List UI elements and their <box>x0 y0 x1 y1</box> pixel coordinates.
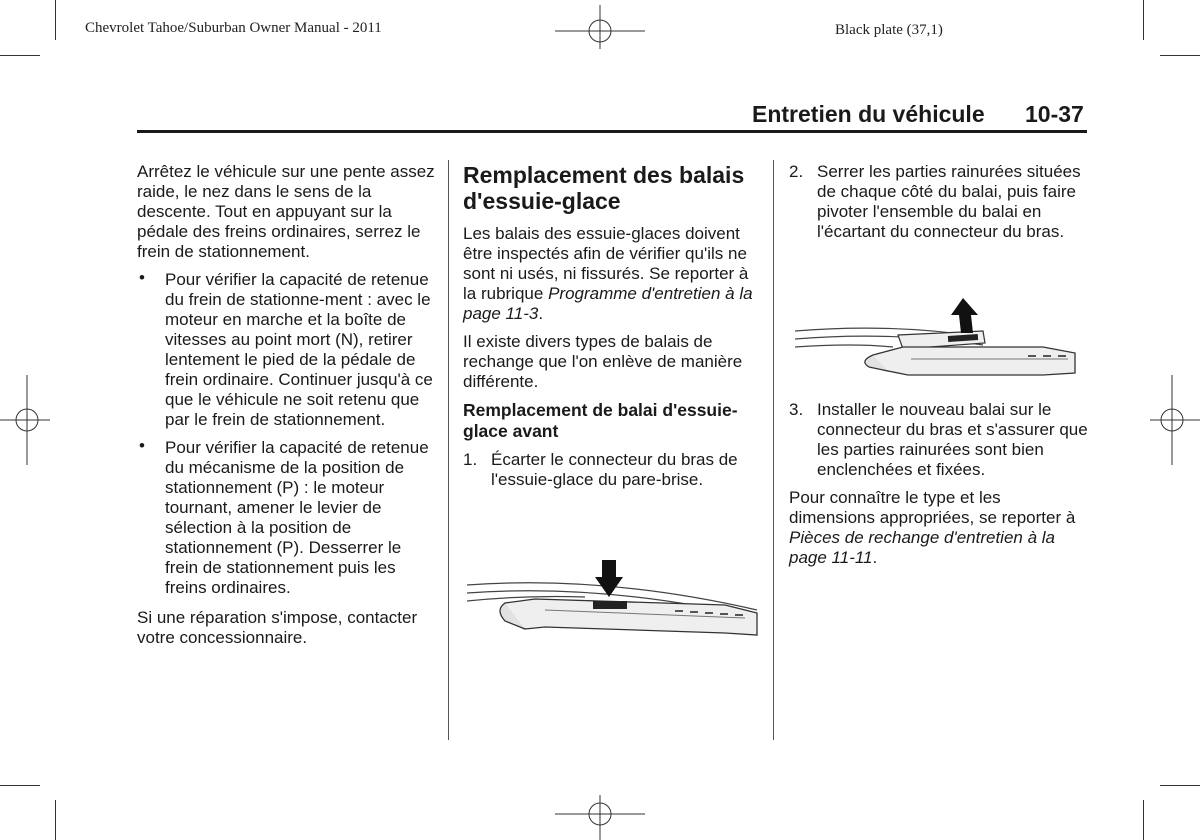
inspection-paragraph <box>463 224 763 324</box>
punctuation: . <box>872 548 878 567</box>
paragraph-text: Pour connaître le type et les dimensions appropriées, se reporter à <box>789 488 1076 527</box>
column-divider <box>773 160 774 740</box>
crop-mark <box>0 55 40 56</box>
plate-info: Black plate (37,1) <box>835 22 943 38</box>
header-rule <box>137 130 1087 133</box>
step-text: Installer le nouveau balai sur le connecteur du bras et s'assurer que les parties rainurées sont bien enclenchées et fixées. <box>817 400 1088 479</box>
bullet-icon: • <box>139 436 145 455</box>
registration-mark-bottom-icon <box>555 795 645 840</box>
left-column <box>137 162 437 656</box>
list-item <box>137 438 437 598</box>
crop-mark <box>55 0 56 40</box>
step-number: 2. <box>789 162 804 181</box>
step-text: Serrer les parties rainurées situées de chaque côté du balai, puis faire pivoter l'ensemble du balai en l'écartant du connecteur du bras. <box>817 162 1081 241</box>
column-divider <box>448 160 449 740</box>
bullet-text: Pour vérifier la capacité de retenue du frein de stationne-ment : avec le moteur en marche et la boîte de vitesses au point mort (N), retirer lentement le pied de la pédale de frein ordinaire. Continuer jusqu'à ce que le véhicule ne soit retenu que par le frein de stationnement. <box>165 270 433 429</box>
bullet-list <box>137 270 437 598</box>
crop-mark <box>1160 785 1200 786</box>
bullet-text: Pour vérifier la capacité de retenue du mécanisme de la position de stationnement (P) : le moteur tournant, amener le levier de sélection à la position de stationnement (P). Desserrer le frein de stationnement puis les freins ordinaires. <box>165 438 429 597</box>
types-paragraph: Il existe divers types de balais de rechange que l'on enlève de manière différente. <box>463 332 743 391</box>
up-arrow-icon <box>951 298 978 333</box>
wiper-blade-illustration-2 <box>793 295 1083 385</box>
step-number: 1. <box>463 450 478 469</box>
crop-mark <box>1143 800 1144 840</box>
section-heading: Remplacement des balais d'essuie-glace <box>463 162 745 214</box>
down-arrow-icon <box>595 560 623 597</box>
wiper-blade-illustration-1 <box>465 555 760 645</box>
step-number: 3. <box>789 400 804 419</box>
subsection-heading: Remplacement de balai d'essuie-glace avant <box>463 400 738 441</box>
step-item <box>463 450 763 490</box>
middle-column <box>463 162 763 498</box>
closing-paragraph <box>789 488 1089 568</box>
crop-mark <box>0 785 40 786</box>
step-text: Écarter le connecteur du bras de l'essuie-glace du pare-brise. <box>491 450 738 489</box>
bullet-icon: • <box>139 268 145 287</box>
registration-mark-right-icon <box>1150 375 1200 465</box>
registration-mark-top-icon <box>555 5 645 49</box>
section-title: Entretien du véhicule <box>752 101 985 127</box>
page-number: 10-37 <box>1025 101 1084 127</box>
list-item <box>137 270 437 430</box>
crop-mark <box>1160 55 1200 56</box>
crop-mark <box>1143 0 1144 40</box>
closing-paragraph: Si une réparation s'impose, contacter votre concessionnaire. <box>137 608 418 647</box>
paragraph-text: Les balais des essuie-glaces doivent être inspectés afin de vérifier qu'ils ne sont ni usés, ni fissurés. Se reporter à la rubrique <box>463 224 749 303</box>
step-item <box>789 162 1089 242</box>
cross-reference-link[interactable]: Programme d'entretien à la page 11-3 <box>463 284 753 323</box>
step-item <box>789 400 1089 480</box>
document-title: Chevrolet Tahoe/Suburban Owner Manual - 2011 <box>85 20 382 36</box>
crop-mark <box>55 800 56 840</box>
punctuation: . <box>538 304 544 323</box>
cross-reference-link[interactable]: Pièces de rechange d'entretien à la page 11-11 <box>789 528 1055 567</box>
intro-paragraph: Arrêtez le véhicule sur une pente assez raide, le nez dans le sens de la descente. Tout en appuyant sur la pédale des freins ordinaires, serrez le frein de stationnement. <box>137 162 435 261</box>
registration-mark-left-icon <box>0 375 50 465</box>
